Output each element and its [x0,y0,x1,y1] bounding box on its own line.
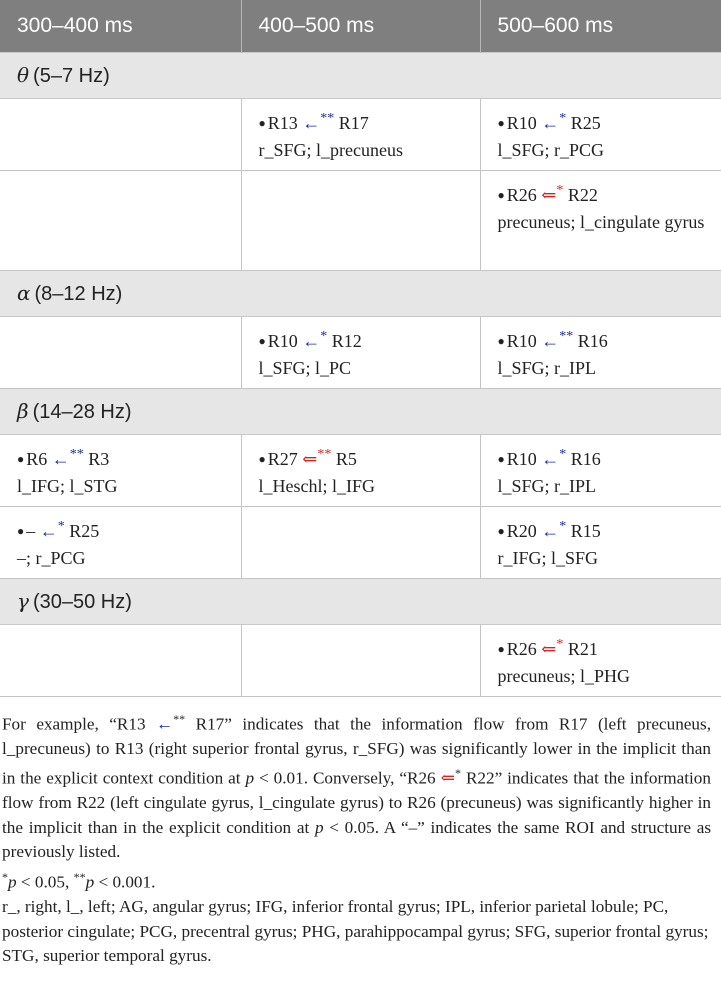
connection-line [498,518,710,545]
source-roi: R10 [267,330,298,351]
significance-stars: * [556,182,564,198]
band-symbol: α [17,280,31,305]
significance-stars: * [559,110,567,126]
region-names: r_IFG; l_SFG [497,547,599,568]
connection-line [498,328,710,355]
target-roi: R25 [69,520,100,541]
source-roi: R10 [506,330,537,351]
target-roi: R17 [338,112,369,133]
frequency-band-label [0,270,721,316]
target-roi: R22 [567,184,598,205]
col-500-600-cell [480,434,721,506]
region-names: precuneus; l_cingulate gyrus [497,211,705,232]
region-names: l_SFG; l_PC [258,357,352,378]
bullet-icon: ● [497,187,505,202]
footnote-abbreviations: r_, right, l_, left; AG, angular gyrus; IFG, inferior frontal gyrus; IPL, inferior parietal lobule; PC, posterior cingulate; PCG, precentral gyrus; PHG, parahippocampal gyrus; SFG, superior frontal gyrus; STG, superior temporal gyrus. [2,897,709,966]
col-300-400-cell [0,316,241,388]
band-symbol: β [17,398,29,423]
higher-arrow-icon: ⇐ [440,768,455,788]
table-row [0,316,721,388]
band-symbol: γ [17,588,29,613]
frequency-band-row [0,52,721,98]
bullet-icon: ● [17,523,25,538]
source-roi: R26 [506,638,537,659]
band-range: (14–28 Hz) [32,400,132,423]
col-400-500-cell [241,316,480,388]
col-500-600-cell [480,316,721,388]
band-range: (5–7 Hz) [33,64,110,87]
target-roi: R16 [570,448,601,469]
col-400-500-cell [241,506,480,578]
significance-stars: ** [320,110,335,126]
col-300-400-cell [0,98,241,170]
source-roi: R6 [26,448,48,469]
target-roi: R3 [88,448,110,469]
connection-line [259,328,468,355]
table-row [0,434,721,506]
table-header [0,0,721,52]
footnote-significance [2,865,711,895]
bullet-icon: ● [497,451,505,466]
footnote-example [2,707,711,865]
p-symbol: p [245,768,255,788]
connection-line [498,182,710,209]
left-arrow-icon: ← [39,520,58,541]
frequency-band-row [0,388,721,434]
col-400-500-cell [241,170,480,270]
source-roi: R26 [506,184,537,205]
band-symbol: θ [17,62,30,87]
col-500-600-cell [480,170,721,270]
significance-stars: ** [317,446,332,462]
footnote-stars: ** [173,711,186,726]
bullet-icon: ● [258,333,266,348]
left-arrow-icon: ← [541,520,560,541]
source-roi: R10 [506,112,537,133]
frequency-band-row [0,270,721,316]
left-arrow-icon: ← [541,330,560,351]
col-300-400-cell [0,434,241,506]
table-body [0,52,721,696]
bullet-icon: ● [497,115,505,130]
bullet-icon: ● [258,115,266,130]
table-row [0,170,721,270]
significance-stars: * [556,636,564,652]
region-names: l_SFG; r_IPL [497,357,597,378]
frequency-band-row [0,578,721,624]
col-300-400-cell [0,624,241,696]
table-footnotes [0,697,721,969]
footnote-text: < 0.05, [16,872,74,892]
source-roi: R13 [267,112,298,133]
source-roi: R20 [506,520,537,541]
region-names: –; r_PCG [17,547,86,568]
left-arrow-icon: ← [302,112,321,133]
footnote-text: For example, “R13 [2,714,156,734]
frequency-band-label [0,52,721,98]
band-range: (30–50 Hz) [32,590,132,613]
region-names: l_Heschl; l_IFG [258,475,375,496]
footnote-text: R22” indicates that the information flow from R22 (left cingulate gyrus, l_cingulate gyrus) to R26 (precuneus) was significantly higher in the implicit than in the explicit condition at [2,768,711,837]
footnote-stars: ** [73,869,86,884]
region-names: l_SFG; r_IPL [497,475,597,496]
target-roi: R21 [567,638,598,659]
connection-line [498,110,710,137]
frequency-band-label [0,388,721,434]
col-500-600-cell [480,98,721,170]
table-row [0,98,721,170]
source-roi: – [26,520,36,541]
left-arrow-icon: ← [541,448,560,469]
bullet-icon: ● [17,451,25,466]
target-roi: R25 [570,112,601,133]
connection-line [259,446,468,473]
significance-stars: * [559,518,567,534]
significance-stars: ** [69,446,84,462]
frequency-band-label [0,578,721,624]
connection-line [17,446,229,473]
connection-line [498,446,710,473]
target-roi: R16 [577,330,608,351]
bullet-icon: ● [258,451,266,466]
left-arrow-icon: ← [51,448,70,469]
region-names: precuneus; l_PHG [497,665,630,686]
significance-stars: * [57,518,65,534]
table-row [0,624,721,696]
header-500-600: 500–600 ms [480,0,721,52]
band-range: (8–12 Hz) [34,282,123,305]
bullet-icon: ● [497,523,505,538]
footnote-text: < 0.001. [94,872,156,892]
col-400-500-cell [241,98,480,170]
region-names: r_SFG; l_precuneus [258,139,403,160]
significance-stars: * [320,328,328,344]
connection-line [259,110,468,137]
header-300-400: 300–400 ms [0,0,241,52]
col-400-500-cell [241,434,480,506]
header-400-500: 400–500 ms [241,0,480,52]
col-500-600-cell [480,506,721,578]
p-symbol: p [85,872,95,892]
connection-line [498,636,710,663]
table-row [0,506,721,578]
significance-stars: * [559,446,567,462]
target-roi: R12 [331,330,362,351]
target-roi: R15 [570,520,601,541]
lower-arrow-icon: ← [155,714,174,734]
source-roi: R10 [506,448,537,469]
double-left-arrow-icon: ⇐ [541,184,557,205]
footnote-text: R17” indicates that the information flow from R17 (left precuneus, l_precuneus) to R13 (right superior frontal gyrus, r_SFG) was significantly lower in the implicit than in the explicit context condition at [2,714,711,788]
region-names: l_IFG; l_STG [17,475,118,496]
p-symbol: p [8,872,17,892]
double-left-arrow-icon: ⇐ [302,448,318,469]
col-300-400-cell [0,170,241,270]
significance-stars: ** [559,328,574,344]
left-arrow-icon: ← [541,112,560,133]
footnote-text: < 0.01. Conversely, “R26 [254,768,441,788]
connection-line [17,518,229,545]
source-roi: R27 [267,448,298,469]
region-names: l_SFG; r_PCG [497,139,605,160]
col-400-500-cell [241,624,480,696]
bullet-icon: ● [497,333,505,348]
col-500-600-cell [480,624,721,696]
bullet-icon: ● [497,641,505,656]
footnote-stars: * [2,869,8,884]
double-left-arrow-icon: ⇐ [541,638,557,659]
left-arrow-icon: ← [302,330,321,351]
target-roi: R5 [335,448,357,469]
col-300-400-cell [0,506,241,578]
footnote-text: < 0.05. A “–” indicates the same ROI and structure as previously listed. [2,817,712,862]
p-symbol: p [314,817,324,837]
footnote-stars: * [455,766,461,781]
